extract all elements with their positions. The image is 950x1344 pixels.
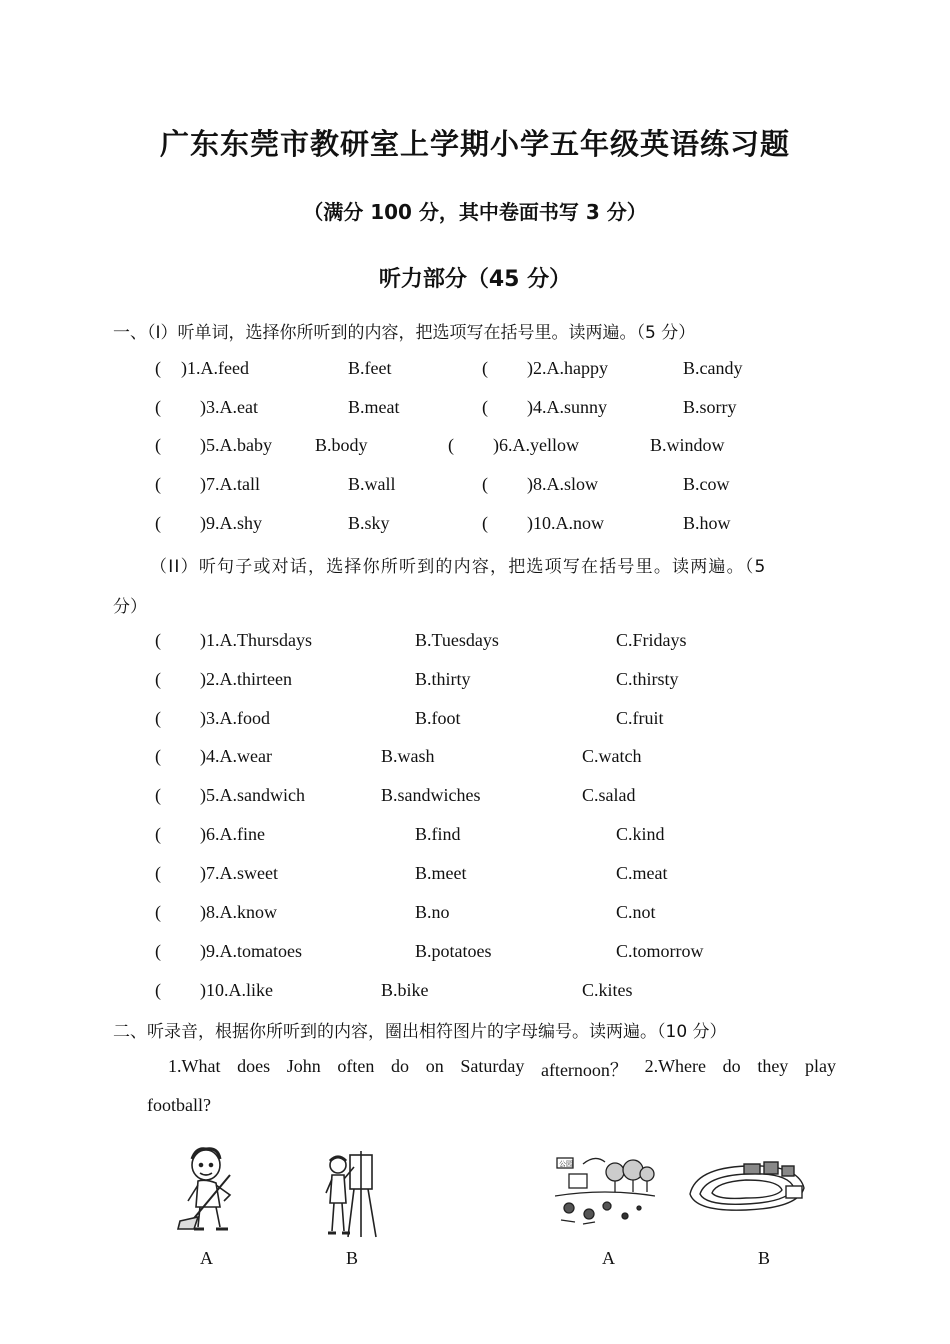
option-a: )10.A.now bbox=[527, 513, 604, 533]
question-word: afternoon？ bbox=[540, 1060, 628, 1080]
question-word: on bbox=[425, 1056, 444, 1076]
question-word: Saturday bbox=[460, 1056, 525, 1076]
svg-text:公园: 公园 bbox=[559, 1160, 573, 1168]
option-b: B.wash bbox=[381, 746, 435, 766]
part2-row bbox=[0, 746, 950, 772]
part1-row bbox=[0, 474, 950, 500]
question-word: play bbox=[804, 1056, 836, 1076]
part3-question-line bbox=[168, 1056, 836, 1082]
park-football-image[interactable] bbox=[555, 1150, 655, 1228]
part1-row bbox=[0, 435, 950, 461]
answer-paren[interactable]: ( bbox=[482, 358, 488, 378]
part2-heading: （II）听句子或对话，选择你所听到的内容，把选项写在括号里。读两遍。（5 bbox=[150, 557, 767, 577]
option-b: B.candy bbox=[683, 358, 743, 378]
option-c: C.kites bbox=[582, 980, 633, 1000]
option-b: B.feet bbox=[348, 358, 392, 378]
option-a: )5.A.sandwich bbox=[200, 785, 305, 805]
question-word: does bbox=[237, 1056, 271, 1076]
option-b: B.meet bbox=[415, 863, 467, 883]
part2-row bbox=[0, 941, 950, 967]
part2-row bbox=[0, 785, 950, 811]
option-b: B.window bbox=[650, 435, 725, 455]
option-c: C.kind bbox=[616, 824, 665, 844]
option-a: )9.A.tomatoes bbox=[200, 941, 302, 961]
option-a: )3.A.eat bbox=[200, 397, 258, 417]
option-a: )2.A.thirteen bbox=[200, 669, 292, 689]
option-a: )10.A.like bbox=[200, 980, 273, 1000]
option-a: )6.A.yellow bbox=[493, 435, 579, 455]
question-word: 2.Where bbox=[644, 1056, 707, 1076]
option-c: C.fruit bbox=[616, 708, 664, 728]
question-word: do bbox=[722, 1056, 741, 1076]
option-c: C.Fridays bbox=[616, 630, 687, 650]
option-a: )9.A.shy bbox=[200, 513, 262, 533]
answer-paren[interactable]: ( bbox=[155, 863, 161, 883]
option-a: )8.A.know bbox=[200, 902, 277, 922]
option-a: )7.A.tall bbox=[200, 474, 260, 494]
page-subtitle: （满分 100 分，其中卷面书写 3 分） bbox=[303, 200, 647, 224]
option-a: )3.A.food bbox=[200, 708, 270, 728]
option-b: B.sandwiches bbox=[381, 785, 481, 805]
part3-heading: 二、听录音，根据你所听到的内容，圈出相符图片的字母编号。读两遍。（10 分） bbox=[113, 1022, 727, 1042]
option-c: C.thirsty bbox=[616, 669, 679, 689]
answer-paren[interactable]: ( bbox=[155, 630, 161, 650]
question-word: they bbox=[757, 1056, 789, 1076]
section-title: 听力部分（45 分） bbox=[378, 267, 572, 292]
answer-paren[interactable]: ( bbox=[155, 669, 161, 689]
option-b: B.wall bbox=[348, 474, 396, 494]
option-b: B.no bbox=[415, 902, 450, 922]
option-label-b[interactable]: B bbox=[346, 1248, 359, 1268]
option-b: B.sorry bbox=[683, 397, 737, 417]
option-a: )6.A.fine bbox=[200, 824, 265, 844]
option-a: )5.A.baby bbox=[200, 435, 272, 455]
option-a: )4.A.wear bbox=[200, 746, 272, 766]
option-b: B.Tuesdays bbox=[415, 630, 499, 650]
boy-sweeping-image[interactable] bbox=[170, 1145, 242, 1235]
part2-row bbox=[0, 902, 950, 928]
part2-row bbox=[0, 824, 950, 850]
option-c: C.salad bbox=[582, 785, 636, 805]
option-b: B.sky bbox=[348, 513, 390, 533]
option-a: )1.A.feed bbox=[181, 358, 249, 378]
question-word: 1.What bbox=[168, 1056, 221, 1076]
option-c: C.not bbox=[616, 902, 656, 922]
option-b: B.find bbox=[415, 824, 461, 844]
option-c: C.watch bbox=[582, 746, 642, 766]
answer-paren[interactable]: ( bbox=[155, 474, 161, 494]
part2-row bbox=[0, 708, 950, 734]
part1-row bbox=[0, 513, 950, 539]
answer-paren[interactable]: ( bbox=[155, 785, 161, 805]
answer-paren[interactable]: ( bbox=[155, 980, 161, 1000]
option-a: )1.A.Thursdays bbox=[200, 630, 312, 650]
question-word: do bbox=[391, 1056, 410, 1076]
part2-row bbox=[0, 669, 950, 695]
part2-heading-cont: 分） bbox=[113, 597, 147, 617]
option-a: )8.A.slow bbox=[527, 474, 598, 494]
option-c: C.tomorrow bbox=[616, 941, 704, 961]
part1-heading: 一、（I）听单词，选择你所听到的内容，把选项写在括号里。读两遍。（5 分） bbox=[113, 323, 696, 343]
answer-paren[interactable]: ( bbox=[155, 708, 161, 728]
question-word: John bbox=[286, 1056, 321, 1076]
answer-paren[interactable]: ( bbox=[155, 824, 161, 844]
option-c: C.meat bbox=[616, 863, 668, 883]
option-b: B.thirty bbox=[415, 669, 471, 689]
option-b: B.how bbox=[683, 513, 731, 533]
answer-paren[interactable]: ( bbox=[482, 474, 488, 494]
option-a: )4.A.sunny bbox=[527, 397, 607, 417]
answer-paren[interactable]: ( bbox=[155, 358, 161, 378]
option-label-a[interactable]: A bbox=[602, 1248, 615, 1268]
answer-paren[interactable]: ( bbox=[482, 513, 488, 533]
option-a: )2.A.happy bbox=[527, 358, 608, 378]
question-word: often bbox=[337, 1056, 375, 1076]
option-b: B.foot bbox=[415, 708, 461, 728]
option-a: )7.A.sweet bbox=[200, 863, 278, 883]
answer-paren[interactable]: ( bbox=[482, 397, 488, 417]
stadium-image[interactable] bbox=[686, 1158, 808, 1216]
boy-painting-image[interactable] bbox=[320, 1147, 382, 1239]
answer-paren[interactable]: ( bbox=[155, 435, 161, 455]
part1-row bbox=[0, 358, 950, 384]
question-continuation: football? bbox=[147, 1095, 211, 1115]
option-b: B.bike bbox=[381, 980, 429, 1000]
answer-paren[interactable]: ( bbox=[448, 435, 454, 455]
part2-row bbox=[0, 980, 950, 1006]
part2-row bbox=[0, 630, 950, 656]
answer-paren[interactable]: ( bbox=[155, 513, 161, 533]
answer-paren[interactable]: ( bbox=[155, 397, 161, 417]
part1-row bbox=[0, 397, 950, 423]
option-b: B.cow bbox=[683, 474, 730, 494]
option-label-a[interactable]: A bbox=[200, 1248, 213, 1268]
option-label-b[interactable]: B bbox=[758, 1248, 771, 1268]
answer-paren[interactable]: ( bbox=[155, 902, 161, 922]
answer-paren[interactable]: ( bbox=[155, 941, 161, 961]
option-b: B.potatoes bbox=[415, 941, 492, 961]
option-b: B.body bbox=[315, 435, 368, 455]
page-title: 广东东莞市教研室上学期小学五年级英语练习题 bbox=[159, 127, 790, 161]
answer-paren[interactable]: ( bbox=[155, 746, 161, 766]
option-b: B.meat bbox=[348, 397, 400, 417]
part2-row bbox=[0, 863, 950, 889]
